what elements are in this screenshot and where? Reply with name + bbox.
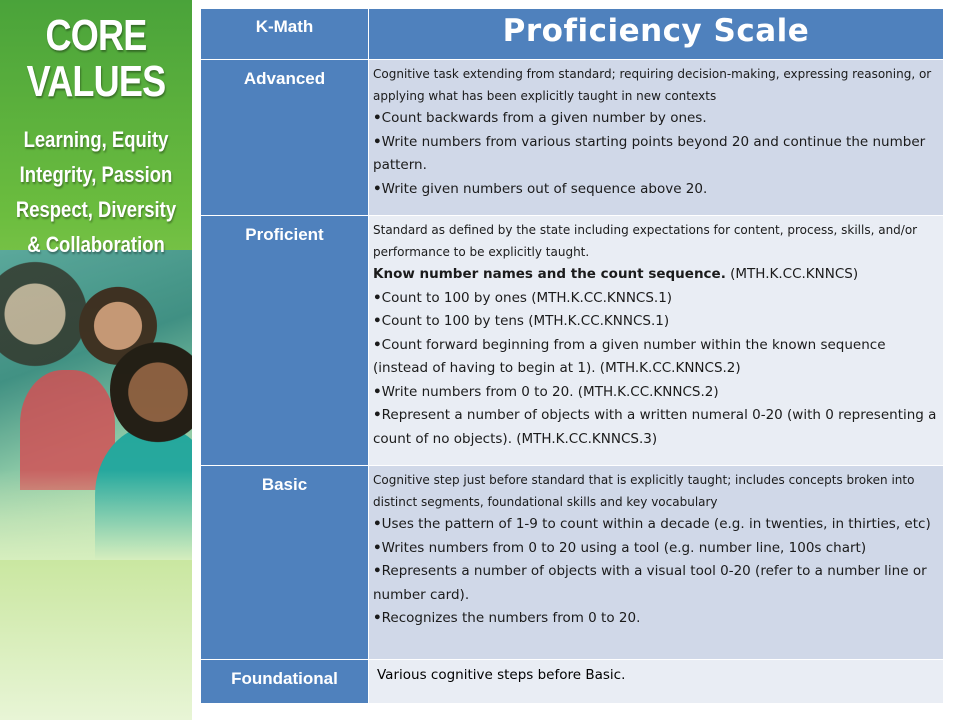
level-label-foundational: Foundational xyxy=(201,660,369,704)
table-header-row xyxy=(201,9,944,60)
level-description: Standard as defined by the state including expectations for content, process, skills, and/or performance to be explicitly taught. xyxy=(373,223,918,259)
core-value-line: Integrity, Passion xyxy=(19,162,173,187)
level-criteria-list xyxy=(373,287,937,452)
core-values-title-line1: CORE xyxy=(45,11,147,60)
list-item: • Count backwards from a given number by ones. xyxy=(373,107,937,131)
level-criteria-list xyxy=(373,107,937,201)
list-item: • Write numbers from 0 to 20. (MTH.K.CC.KNNCS.2) xyxy=(373,381,937,405)
level-content-proficient xyxy=(369,216,944,466)
list-item: • Represent a number of objects with a written numeral 0-20 (with 0 representing a count of no objects). (MTH.K.CC.KNNCS.3) xyxy=(373,404,937,451)
level-content-advanced xyxy=(369,60,944,216)
core-value-line: Learning, Equity xyxy=(23,127,169,152)
list-item: • Write numbers from various starting points beyond 20 and continue the number pattern. xyxy=(373,131,937,178)
list-item: • Recognizes the numbers from 0 to 20. xyxy=(373,607,937,631)
list-item: • Write given numbers out of sequence above 20. xyxy=(373,178,937,202)
level-label-proficient: Proficient xyxy=(201,216,369,466)
table-row-proficient xyxy=(201,216,944,466)
list-item: • Count to 100 by tens (MTH.K.CC.KNNCS.1) xyxy=(373,310,937,334)
level-label-basic: Basic xyxy=(201,466,369,660)
list-item: • Count forward beginning from a given number within the known sequence (instead of having to begin at 1). (MTH.K.CC.KNNCS.2) xyxy=(373,334,937,381)
table-row-basic xyxy=(201,466,944,660)
core-value-line: & Collaboration xyxy=(27,232,165,257)
core-value-line: Respect, Diversity xyxy=(15,197,177,222)
list-item: • Uses the pattern of 1-9 to count within a decade (e.g. in twenties, in thirties, etc) xyxy=(373,513,937,537)
core-values-title-line2: VALUES xyxy=(26,57,166,106)
level-description: Various cognitive steps before Basic. xyxy=(369,660,944,704)
list-item: • Writes numbers from 0 to 20 using a tool (e.g. number line, 100s chart) xyxy=(373,537,937,561)
core-values-title xyxy=(0,11,192,106)
subject-label: K-Math xyxy=(201,9,369,60)
table-row-foundational xyxy=(201,660,944,704)
list-item: • Represents a number of objects with a visual tool 0-20 (refer to a number line or number card). xyxy=(373,560,937,607)
level-criteria-list xyxy=(373,513,937,631)
proficiency-scale-table xyxy=(200,8,944,704)
table-row-advanced xyxy=(201,60,944,216)
core-values-banner xyxy=(0,0,192,720)
level-description: Cognitive task extending from standard; requiring decision-making, expressing reasoning, or applying what has been explicitly taught in new contexts xyxy=(373,67,932,103)
standard-heading: Know number names and the count sequence. (MTH.K.CC.KNNCS) xyxy=(373,266,859,282)
level-label-advanced: Advanced xyxy=(201,60,369,216)
level-content-basic xyxy=(369,466,944,660)
list-item: • Count to 100 by ones (MTH.K.CC.KNNCS.1) xyxy=(373,287,937,311)
level-description: Cognitive step just before standard that is explicitly taught; includes concepts broken into distinct segments, foundational skills and key vocabulary xyxy=(373,473,915,509)
page-title: Proficiency Scale xyxy=(369,9,944,60)
students-photo xyxy=(0,250,192,560)
core-values-list xyxy=(0,122,192,262)
